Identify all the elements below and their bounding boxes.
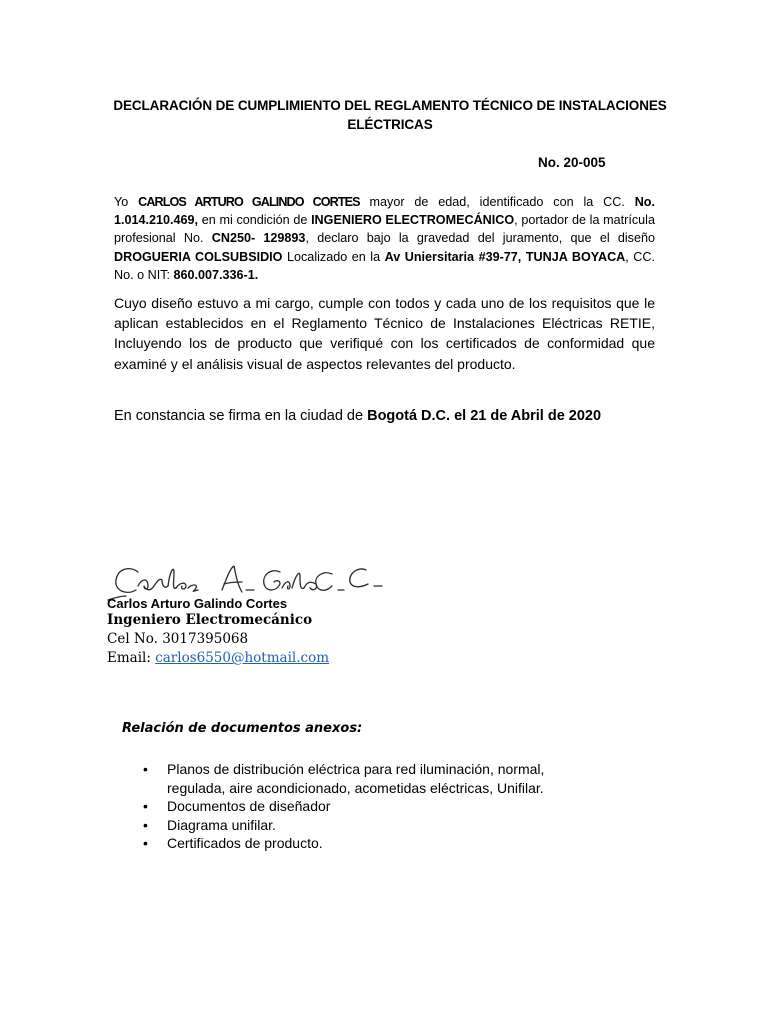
declarant-cc: No. 1.014.210.469,	[114, 195, 655, 228]
annex-item-text: Documentos de diseñador	[167, 798, 331, 814]
email-label: Email:	[107, 650, 156, 666]
annex-item-text: Diagrama unifilar.	[167, 816, 276, 833]
signer-role: Ingeniero Electromecánico	[107, 612, 313, 628]
list-item	[143, 834, 583, 853]
bullet-icon: •	[143, 835, 148, 851]
bullet-icon: •	[143, 816, 148, 833]
annexes-list	[143, 760, 583, 853]
signing-place-date: Bogotá D.C. el 21 de Abril de 2020	[367, 408, 602, 424]
signing-statement	[114, 406, 674, 426]
document-number: No. 20-005	[538, 155, 606, 170]
signer-email-line	[107, 650, 329, 666]
declarant-profession: INGENIERO ELECTROMECÁNICO	[311, 213, 515, 228]
declaration-text-oath: , declaro bajo la gravedad del juramento, que el diseño	[305, 231, 655, 246]
project-address: Av Uniersitaria #39-77, TUNJA BOYACA	[384, 249, 626, 264]
declaration-text-located: Localizado en la	[282, 249, 385, 264]
signer-phone: Cel No. 3017395068	[107, 631, 249, 647]
list-item	[143, 797, 583, 816]
declaration-text-license: , portador de la matrícula profesional No.	[114, 213, 655, 246]
annexes-title: Relación de documentos anexos:	[122, 721, 363, 736]
bullet-icon: •	[143, 798, 148, 814]
signer-name: Carlos Arturo Galindo Cortes	[107, 596, 288, 611]
annex-item-text: Certificados de producto.	[167, 835, 323, 851]
declaration-paragraph	[114, 193, 655, 284]
declaration-text-nit: , CC. No. o NIT:	[114, 249, 655, 282]
list-item	[143, 816, 583, 835]
email-link[interactable]: carlos6550@hotmail.com	[155, 650, 329, 666]
declaration-text-yo: Yo	[114, 195, 139, 209]
bullet-icon: •	[143, 761, 148, 777]
declaration-text-age: mayor de edad, identificado con la CC.	[359, 195, 635, 209]
compliance-paragraph: Cuyo diseño estuvo a mi cargo, cumple con todos y cada uno de los requisitos que le aplican establecidos en el Reglamento Técnico de Instalaciones Eléctricas RETIE, Incluyendo los de producto que verifiqué con los certificados de conformidad que examiné y el análisis visual de aspectos relevantes del producto.	[114, 295, 655, 372]
declaration-text-condition: en mi condición de	[198, 213, 312, 228]
annex-item-text: Planos de distribución eléctrica para red iluminación, normal, regulada, aire acondicionado, acometidas eléctricas, Unifilar.	[167, 761, 545, 796]
list-item	[143, 760, 583, 797]
signing-text: En constancia se firma en la ciudad de	[114, 408, 368, 424]
project-name: DROGUERIA COLSUBSIDIO	[114, 249, 283, 264]
project-nit: 860.007.336-1.	[173, 267, 259, 282]
declarant-license-number: CN250- 129893	[211, 231, 306, 246]
document-title: DECLARACIÓN DE CUMPLIMIENTO DEL REGLAMENTO TÉCNICO DE INSTALACIONES ELÉCTRICAS	[113, 98, 667, 132]
declarant-name: CARLOS ARTURO GALINDO CORTES	[138, 195, 360, 209]
